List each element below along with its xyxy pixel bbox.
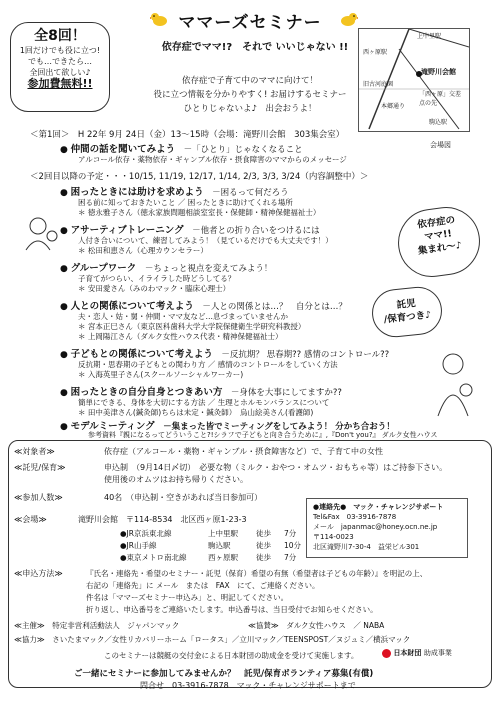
item-title: アサーティブトレーニング (70, 225, 184, 236)
map-label: 本郷通り (381, 103, 406, 110)
callout-line: ママ!! (423, 228, 453, 243)
contact-box (306, 498, 468, 558)
contact-zip: 〒114-0023 (313, 533, 354, 541)
session2-heading: ＜2回目以降の予定・・・10/15, 11/19, 12/17, 1/14, 2/3, 3/3, 3/24（内容調整中）＞ (30, 172, 369, 182)
access-min: 7分 (284, 553, 297, 562)
item-desc (78, 274, 235, 294)
item-sub: －人との関係とは…？ 自分とは…？ (202, 302, 347, 312)
desc-line: 夫・恋人・姑・舅・仲間・ママ友など…息づまっていませんか (78, 312, 288, 321)
mother-illustration (426, 350, 480, 420)
mother-child-illustration (18, 212, 64, 252)
item-desc (78, 198, 320, 218)
desc-line: ＊ 田中美津さん(鍼灸師)ちらは未定・鍼灸師） 烏山絵美さん(看護師) (78, 408, 314, 417)
childcare-bubble (370, 284, 445, 339)
apply-line: 折り返し、申込番号をご連絡いたします。申込番号は、当日受付でお知らせください。 (86, 605, 378, 614)
callout-line: 託児 (396, 298, 417, 312)
capacity-value: 40名 （申込制・空きがあれば当日参加可） (104, 493, 263, 502)
page-title: ママーズセミナー (178, 13, 322, 33)
desc-line: ＊ 徳永雅子さん（徳永家族問題相談室室長・保健師・精神保健福祉士） (78, 208, 321, 217)
map-label: 滝野川会館 (421, 68, 456, 76)
item-desc: 参考資料『親になるってどういうこと?!シラフで子どもと向き合うために』,『Don't you?』 ダルク女性ハウス (88, 431, 438, 439)
venue-name: 滝野川会館 〒114-8534 北区西ヶ原1-23-3 (78, 515, 247, 524)
map-caption: 会場図 (430, 141, 451, 149)
item-desc (78, 398, 329, 418)
item-title: 困ったときには助けを求めよう (70, 187, 204, 198)
grant-note: このセミナーは競艇の交付金による日本財団の助成金を受けて実施します。 (104, 651, 359, 660)
list-item: ● グループワーク －ちょっと視点を変えてみよう！ (60, 263, 273, 274)
item-title: 困ったときの自分自身とつきあい方 (70, 387, 223, 398)
access-walk: 徒歩 (256, 529, 271, 538)
apply-line: 件名は「ママーズセミナー申込み」と、明記してください。 (86, 593, 289, 602)
list-item: ● モデルミーティング －集まった皆でミーティングをしてみよう！ 分かち合おう！ (60, 421, 395, 432)
callout-line: /保育つき♪ (383, 309, 432, 326)
item-title: モデルミーティング (70, 421, 155, 432)
contact-tel: Tel&Fax 03-3916-7878 (313, 513, 397, 521)
item-sub: －反抗期？ 思春期?? 感情のコントロール?? (221, 350, 390, 360)
access-station: 上中里駅 (208, 529, 238, 538)
item-desc (78, 312, 305, 342)
subtitle: 依存症でママ!? それで いいじゃない !! (161, 42, 349, 53)
foundation-name: 日本財団 (393, 649, 422, 657)
access-row (120, 528, 171, 539)
access-walk: 徒歩 (256, 541, 271, 550)
session-count-badge (10, 22, 110, 112)
item-title: 子どもとの関係について考えよう (70, 349, 213, 360)
apply-text (86, 568, 427, 616)
session1-desc: アルコール依存・薬物依存・ギャンブル依存・摂食障害のママからのメッセージ (78, 155, 347, 164)
callout-line: 依存症の (416, 214, 456, 231)
intro-line: ひとりじゃないよ♪ 出会おうよ！ (183, 104, 317, 114)
desc-line: 簡単にできる、身体を大切にする方法 ／ 生理とホルモンバランスについて (78, 398, 330, 407)
intro-line: 依存症で子育て中のママに向けて！ (181, 76, 318, 86)
map-label: 「西ヶ原」交差点の先 (419, 91, 462, 107)
access-station: 西ヶ原駅 (208, 553, 238, 562)
desc-line: 困る前に知っておきたいこと ／ 困ったときに助けてくれる場所 (78, 198, 293, 207)
desc-line: 子育てがつらい、イライラした時どうしてる？ (78, 274, 236, 283)
list-item: ● アサーティブトレーニング －他者との折り合いをつけるには (60, 225, 320, 236)
badge-line: 全回出て欲しい♪ (29, 68, 91, 77)
list-item: ● 人との関係について考えよう －人との関係とは…？ 自分とは…？ (60, 301, 347, 312)
item-sub: －ちょっと視点を変えてみよう！ (144, 264, 273, 274)
callout-line: 集まれ～♪ (417, 239, 463, 257)
venue-label: ≪会場≫ (14, 515, 47, 524)
map-label: 駒込駅 (429, 119, 448, 126)
intro-text (120, 74, 380, 116)
desc-line: ＊ 上岡陽江さん（ダルク女性ハウス代表・精神保健福祉士） (78, 332, 283, 341)
desc-line: ＊ 松田和恵さん（心理カウンセラー） (78, 246, 208, 255)
list-item: ● 困ったときには助けを求めよう －困るって何だろう (60, 187, 289, 198)
cosponsor-credit: ≪協賛≫ ダルク女性ハウス ／ NABA (248, 621, 385, 630)
childcare-value: 申込制 （9月14日〆切） 必要な物（ミルク・おやつ・オムツ・おもちゃ等）はご持参下さい。 (104, 463, 448, 472)
item-title: 人との関係について考えよう (70, 301, 194, 312)
footer-headline: ご一緒にセミナーに参加してみませんか？ 託児/保育ボランティア募集(有償) (74, 669, 374, 679)
item-title: グループワーク (70, 263, 137, 274)
map-label: 上中里駅 (417, 33, 442, 40)
item-sub: －他者との折り合いをつけるには (192, 226, 320, 236)
desc-line: ＊ 宮本正巳さん（東京医科歯科大学大学院保健衛生学研究科教授） (78, 322, 306, 331)
access-station: 駒込駅 (208, 541, 231, 550)
cooperation-credit: ≪協力≫ さいたまマック／女性リカバリーホーム「ロータス」／立川マック／TEENSPOST／ヌジュミ／横浜マック (14, 635, 411, 644)
foundation-sub: 助成事業 (423, 649, 452, 657)
access-min: 7分 (284, 529, 297, 538)
access-line: ●東京メトロ南北線 (120, 553, 187, 562)
item-sub: －身体を大事にしてますか?? (230, 388, 342, 398)
foundation-mark-icon (382, 649, 391, 658)
map-label: 旧古河庭園 (363, 81, 394, 88)
contact-address: 北区滝野川7-30-4 益栄ビル301 (313, 543, 420, 551)
badge-fee: 参加費無料!! (27, 77, 93, 90)
badge-count: 全8回！ (34, 28, 86, 44)
item-desc (78, 236, 333, 256)
venue-map (358, 28, 470, 132)
item-title: 仲間の話を聞いてみよう (70, 144, 176, 155)
session1-heading: ＜第1回＞ H 22年 9月 24日（金）13～15時（会場：滝野川会館 303集会室） (30, 130, 345, 140)
badge-line: 1回だけでも役に立つ! (19, 46, 101, 55)
contact-title: ●連絡先● マック・チャレンジサポート (313, 503, 444, 511)
item-sub: －「ひとり」じゃなくなること (183, 145, 303, 155)
session1-item: ● 仲間の話を聞いてみよう －「ひとり」じゃなくなること (60, 144, 303, 155)
childcare-value: 使用後のオムツはお持ち帰りください。 (104, 475, 248, 484)
badge-line: でも…できたら… (28, 57, 92, 66)
item-desc (78, 360, 338, 380)
target-value: 依存症（アルコール・薬物・ギャンブル・摂食障害など）で、子育て中の女性 (104, 447, 384, 456)
access-walk: 徒歩 (256, 553, 271, 562)
capacity-label: ≪参加人数≫ (14, 493, 63, 502)
contact-email[interactable]: メール japanmac@honey.ocn.ne.jp (313, 523, 438, 531)
access-line: ●JR京浜東北線 (120, 529, 172, 538)
item-sub: －困るって何だろう (212, 188, 289, 198)
foundation-logo (382, 648, 452, 658)
intro-line: 役に立つ情報を分かりやすく! お届けするセミナー (153, 90, 347, 100)
access-line: ●JR山手線 (120, 541, 157, 550)
map-label: 西ヶ原駅 (363, 49, 388, 56)
footer-contact: 問合せ 03-3916-7878 マック・チャレンジサポートまで (140, 681, 356, 690)
desc-line: 人付き合いについて、練習してみよう！（見ているだけでも大丈夫です！） (78, 236, 333, 245)
access-min: 10分 (284, 541, 302, 550)
host-credit: ≪主催≫ 特定非営利活動法人 ジャパンマック (14, 621, 180, 630)
desc-line: ＊ 安田愛さん（みのわマック・臨床心理士） (78, 284, 231, 293)
item-sub: －集まった皆でミーティングをしてみよう！ 分かち合おう！ (163, 422, 395, 432)
apply-line: 『氏名・連絡先・希望のセミナー・託児（保育）希望の有無（希望者は子どもの年齢）』を明記の上、 (86, 569, 428, 578)
desc-line: ＊ 入海英里子さん(スクールソーシャルワーカー) (78, 370, 244, 379)
desc-line: 反抗期・思春期の子どもとの関わり方 ／ 感情のコントロールをしていく方法 (78, 360, 338, 369)
childcare-label: ≪託児/保育≫ (14, 463, 66, 472)
list-item: ● 子どもとの関係について考えよう －反抗期？ 思春期?? 感情のコントロール?? (60, 349, 390, 360)
callout-bubble (394, 203, 485, 282)
target-label: ≪対象者≫ (14, 447, 55, 456)
apply-label: ≪申込方法≫ (14, 569, 63, 578)
list-item: ● 困ったときの自分自身とつきあい方 －身体を大事にしてますか?? (60, 387, 342, 398)
apply-line: 右記の「連絡先」に メール または FAX にて、ご連絡ください。 (86, 581, 320, 590)
duck-icon (340, 12, 358, 26)
